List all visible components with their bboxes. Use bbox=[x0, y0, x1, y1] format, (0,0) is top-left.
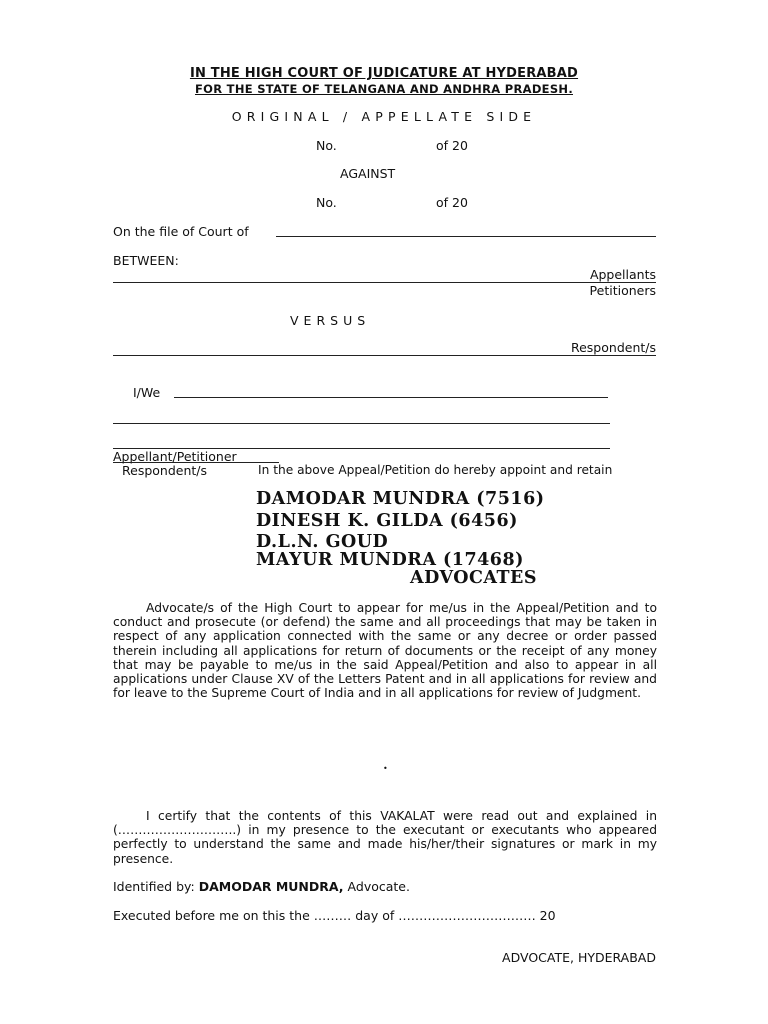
executed-line: Executed before me on this the ……… day of …………………………… 20 bbox=[113, 908, 556, 923]
versus-label: VERSUS bbox=[290, 313, 371, 328]
advocate-name-3: D.L.N. GOUD bbox=[256, 532, 389, 552]
iwe-line-2[interactable] bbox=[113, 423, 610, 424]
advocate-signature-label: ADVOCATE, HYDERABAD bbox=[502, 950, 656, 965]
court-name-line[interactable] bbox=[276, 236, 656, 237]
advocate-name-2: DINESH K. GILDA (6456) bbox=[256, 511, 518, 531]
petitioners-label: Petitioners bbox=[589, 283, 656, 298]
iwe-line-1[interactable] bbox=[174, 397, 608, 398]
center-dot: • bbox=[383, 764, 388, 773]
case-number-label: No. bbox=[316, 138, 337, 153]
lower-case-year-label: of 20 bbox=[436, 195, 468, 210]
identified-by-line bbox=[113, 879, 410, 894]
respondent-label: Respondent/s bbox=[122, 463, 208, 478]
court-subtitle: FOR THE STATE OF TELANGANA AND ANDHRA PRADESH. bbox=[194, 82, 573, 96]
case-year-label: of 20 bbox=[436, 138, 468, 153]
advocate-name-1: DAMODAR MUNDRA (7516) bbox=[256, 489, 545, 509]
iwe-label: I/We bbox=[133, 385, 161, 400]
court-title: IN THE HIGH COURT OF JUDICATURE AT HYDERABAD bbox=[189, 66, 579, 81]
respondents-label: Respondent/s bbox=[570, 340, 656, 355]
respondent-name-line[interactable] bbox=[113, 355, 656, 356]
lower-case-number-label: No. bbox=[316, 195, 337, 210]
advocate-name-4: MAYUR MUNDRA (17468) bbox=[256, 550, 524, 570]
appointment-paragraph: Advocate/s of the High Court to appear for me/us in the Appeal/Petition and to conduct and prosecute (or defend) the same and all proceedings that may be taken in respect of any application connected with the same or any decree or order passed therein including all applications for return of documents or the receipt of any money that may be payable to me/us in the said Appeal/Petition and also to appear in all applications under Clause XV of the Letters Patent and in all applications for review and for leave to the Supreme Court of India and in all applications for review of Judgment. bbox=[113, 601, 657, 701]
identified-name: DAMODAR MUNDRA, bbox=[198, 879, 344, 894]
identified-label: Identified by: bbox=[113, 879, 195, 894]
appoint-text: In the above Appeal/Petition do hereby appoint and retain bbox=[258, 463, 613, 477]
side-heading: ORIGINAL / APPELLATE SIDE bbox=[231, 109, 537, 124]
file-of-court-label: On the file of Court of bbox=[113, 224, 249, 239]
appellant-name-line[interactable] bbox=[113, 282, 656, 283]
between-label: BETWEEN: bbox=[113, 253, 179, 268]
against-label: AGAINST bbox=[340, 166, 396, 181]
appellant-petitioner-label: Appellant/Petitioner bbox=[113, 449, 237, 464]
certification-paragraph: I certify that the contents of this VAKALAT were read out and explained in (………………………..) in my presence to the executant or executants who appeared perfectly to understand the same and made his/her/their signatures or mark in my presence. bbox=[113, 809, 657, 866]
advocates-title: ADVOCATES bbox=[410, 568, 538, 588]
appellants-label: Appellants bbox=[589, 267, 656, 282]
identified-suffix: Advocate. bbox=[347, 879, 410, 894]
